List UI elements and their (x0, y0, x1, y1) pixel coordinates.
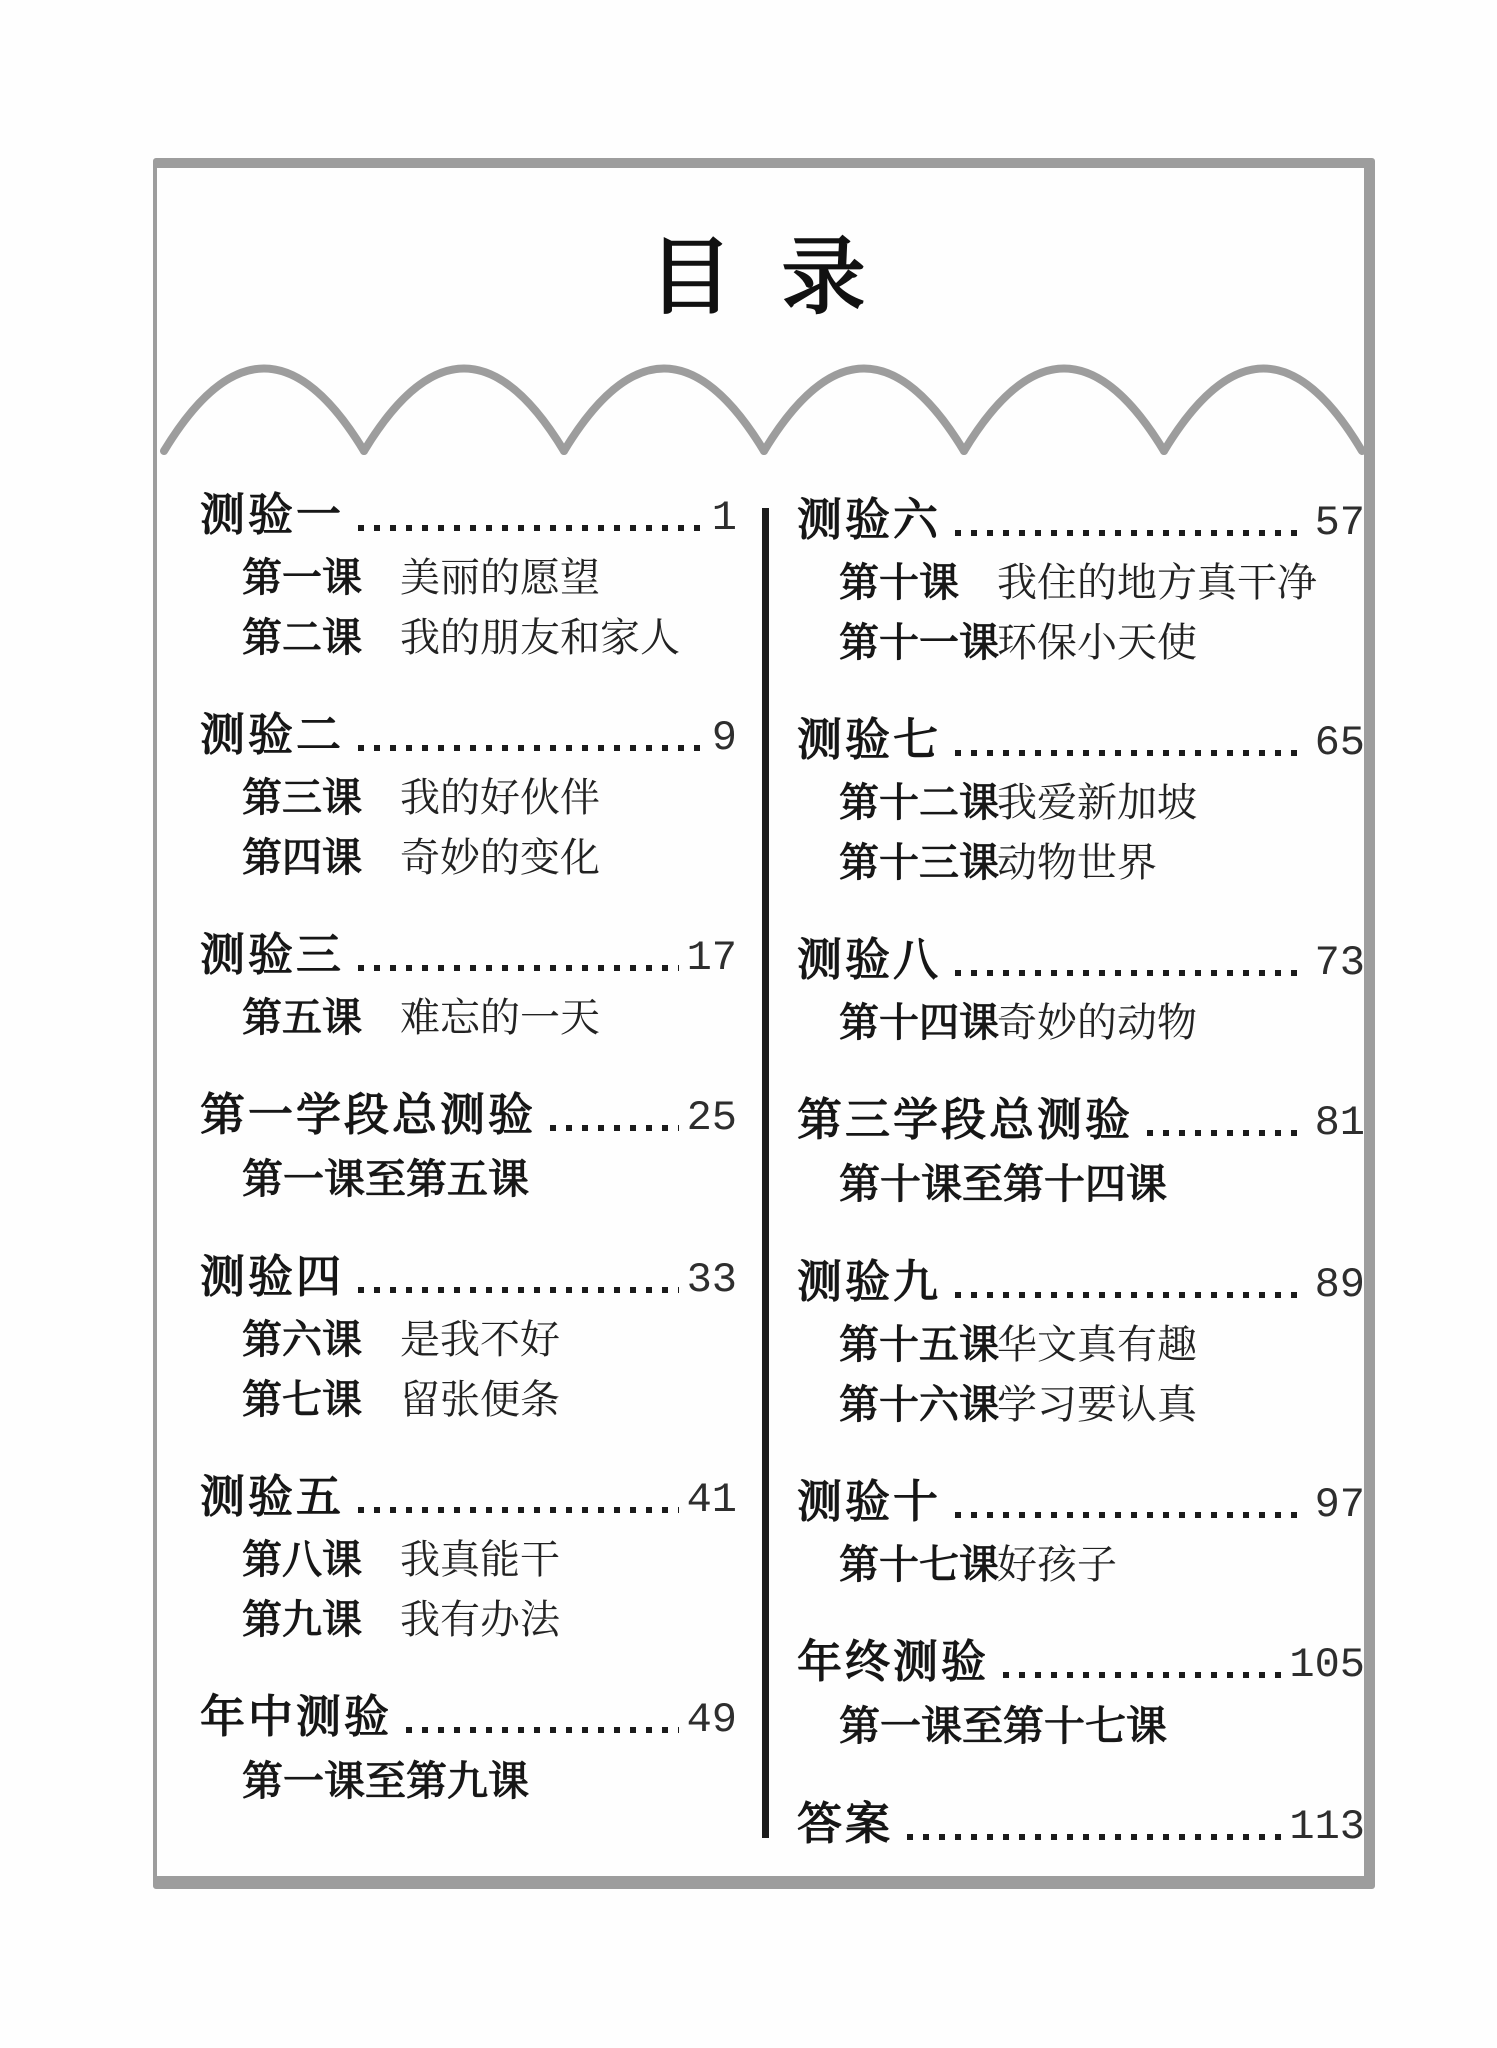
page-number: 65 (1314, 719, 1365, 767)
lesson-range: 第一课至第五课 (242, 1156, 529, 1202)
toc-block (797, 712, 1365, 888)
lesson-title: 我爱新加坡 (997, 780, 1197, 825)
lesson-range: 第十课至第十四课 (839, 1161, 1167, 1207)
dot-leader (358, 525, 704, 531)
toc-heading-row (797, 712, 1365, 768)
lesson-number: 第九课 (242, 1597, 362, 1642)
toc-block (797, 1796, 1365, 1852)
lesson-row (200, 1535, 737, 1585)
page-number: 17 (686, 934, 737, 982)
lesson-number: 第八课 (242, 1537, 362, 1582)
lesson-title: 好孩子 (997, 1542, 1117, 1587)
toc-column-left (200, 487, 737, 1851)
toc-heading-row (200, 487, 737, 543)
toc-heading: 测验六 (797, 495, 942, 545)
lesson-number: 第十六课 (839, 1382, 999, 1427)
toc-heading-row (797, 1796, 1365, 1852)
toc-column-right (797, 492, 1365, 1896)
lesson-number: 第六课 (242, 1317, 362, 1362)
lesson-title: 我真能干 (400, 1537, 560, 1582)
toc-heading: 测验四 (200, 1252, 345, 1302)
lesson-number: 第四课 (242, 835, 362, 880)
lesson-range: 第一课至第九课 (242, 1758, 529, 1804)
lesson-row (200, 1595, 737, 1645)
toc-heading: 测验七 (797, 715, 942, 765)
toc-heading-row (200, 1469, 737, 1525)
dot-leader (358, 1287, 679, 1293)
lesson-number: 第十一课 (839, 620, 999, 665)
lesson-number: 第五课 (242, 995, 362, 1040)
dot-leader (358, 965, 679, 971)
toc-heading: 测验三 (200, 930, 345, 980)
lesson-title: 留张便条 (400, 1377, 560, 1422)
lesson-number: 第十三课 (839, 840, 999, 885)
dot-leader (1003, 1672, 1281, 1678)
page-number: 49 (686, 1696, 737, 1744)
lesson-row (797, 778, 1365, 828)
dot-leader (358, 1507, 679, 1513)
lesson-range: 第一课至第十七课 (839, 1703, 1167, 1749)
lesson-number: 第十七课 (839, 1542, 999, 1587)
lesson-title: 我有办法 (400, 1597, 560, 1642)
lesson-row (797, 618, 1365, 668)
toc-heading: 年终测验 (797, 1637, 990, 1687)
lesson-row (200, 833, 737, 883)
toc-heading-row (797, 1254, 1365, 1310)
dot-leader (406, 1727, 679, 1733)
lesson-title: 学习要认真 (997, 1382, 1197, 1427)
toc-heading: 年中测验 (200, 1692, 393, 1742)
page-number: 97 (1314, 1481, 1365, 1529)
lesson-number: 第十课 (839, 560, 959, 605)
toc-heading-row (797, 492, 1365, 548)
toc-heading: 第三学段总测验 (797, 1095, 1134, 1145)
toc-block (200, 1249, 737, 1425)
toc-block (200, 927, 737, 1043)
toc-heading-row (200, 1087, 737, 1143)
dot-leader (955, 530, 1307, 536)
toc-heading: 第一学段总测验 (200, 1090, 537, 1140)
toc-heading-row (797, 1092, 1365, 1148)
page-number: 81 (1314, 1099, 1365, 1147)
toc-heading-row (797, 1474, 1365, 1530)
toc-block (200, 1689, 737, 1807)
toc-block (797, 1474, 1365, 1590)
dot-leader (955, 1292, 1307, 1298)
lesson-row (797, 558, 1365, 608)
lesson-title: 难忘的一天 (400, 995, 600, 1040)
toc-heading-row (797, 1634, 1365, 1690)
toc-heading: 答案 (797, 1799, 894, 1849)
dot-leader (907, 1834, 1281, 1840)
toc-heading: 测验八 (797, 935, 942, 985)
toc-heading: 测验一 (200, 490, 345, 540)
lesson-row (797, 838, 1365, 888)
lesson-number: 第七课 (242, 1377, 362, 1422)
page-number: 113 (1289, 1803, 1365, 1851)
dot-leader (955, 750, 1307, 756)
lesson-title: 美丽的愿望 (400, 555, 600, 600)
column-divider (762, 508, 769, 1838)
page-number: 41 (686, 1476, 737, 1524)
lesson-title: 奇妙的动物 (997, 1000, 1197, 1045)
page-number: 105 (1289, 1641, 1365, 1689)
toc-block (797, 932, 1365, 1048)
lesson-row (797, 1380, 1365, 1430)
lesson-row (200, 553, 737, 603)
scallop-border-decoration (158, 352, 1368, 456)
page-number: 73 (1314, 939, 1365, 987)
toc-block (797, 1092, 1365, 1210)
lesson-title: 我住的地方真干净 (997, 560, 1317, 605)
lesson-number: 第十五课 (839, 1322, 999, 1367)
lesson-number: 第一课 (242, 555, 362, 600)
dot-leader (955, 1512, 1307, 1518)
lesson-number: 第十二课 (839, 780, 999, 825)
page-number: 25 (686, 1094, 737, 1142)
page-number: 9 (711, 714, 737, 762)
lesson-row (200, 993, 737, 1043)
toc-block (200, 1469, 737, 1645)
page-title: 目 录 (648, 232, 880, 325)
toc-block (200, 1087, 737, 1205)
lesson-title: 华文真有趣 (997, 1322, 1197, 1367)
dot-leader (955, 970, 1307, 976)
lesson-row (200, 1375, 737, 1425)
lesson-number: 第十四课 (839, 1000, 999, 1045)
lesson-title: 是我不好 (400, 1317, 560, 1362)
lesson-row (797, 1540, 1365, 1590)
page-number: 1 (711, 494, 737, 542)
toc-heading-row (797, 932, 1365, 988)
toc-block (797, 492, 1365, 668)
toc-heading: 测验十 (797, 1477, 942, 1527)
toc-heading: 测验五 (200, 1472, 345, 1522)
lesson-row (200, 773, 737, 823)
lesson-title: 环保小天使 (997, 620, 1197, 665)
page-number: 33 (686, 1256, 737, 1304)
lesson-row (200, 1315, 737, 1365)
lesson-row (797, 1320, 1365, 1370)
lesson-number: 第二课 (242, 615, 362, 660)
dot-leader (550, 1125, 679, 1131)
lesson-row (797, 998, 1365, 1048)
toc-heading-row (200, 1689, 737, 1745)
lesson-number: 第三课 (242, 775, 362, 820)
page-number: 89 (1314, 1261, 1365, 1309)
lesson-row (200, 613, 737, 663)
page-number: 57 (1314, 499, 1365, 547)
toc-heading-row (200, 1249, 737, 1305)
toc-block (200, 487, 737, 663)
toc-block (200, 707, 737, 883)
lesson-title: 动物世界 (997, 840, 1157, 885)
dot-leader (1147, 1130, 1307, 1136)
toc-block (797, 1634, 1365, 1752)
toc-block (797, 1254, 1365, 1430)
dot-leader (358, 745, 704, 751)
toc-heading-row (200, 707, 737, 763)
toc-heading-row (200, 927, 737, 983)
lesson-title: 奇妙的变化 (400, 835, 600, 880)
toc-heading: 测验九 (797, 1257, 942, 1307)
lesson-title: 我的好伙伴 (400, 775, 600, 820)
toc-heading: 测验二 (200, 710, 345, 760)
lesson-title: 我的朋友和家人 (400, 615, 680, 660)
